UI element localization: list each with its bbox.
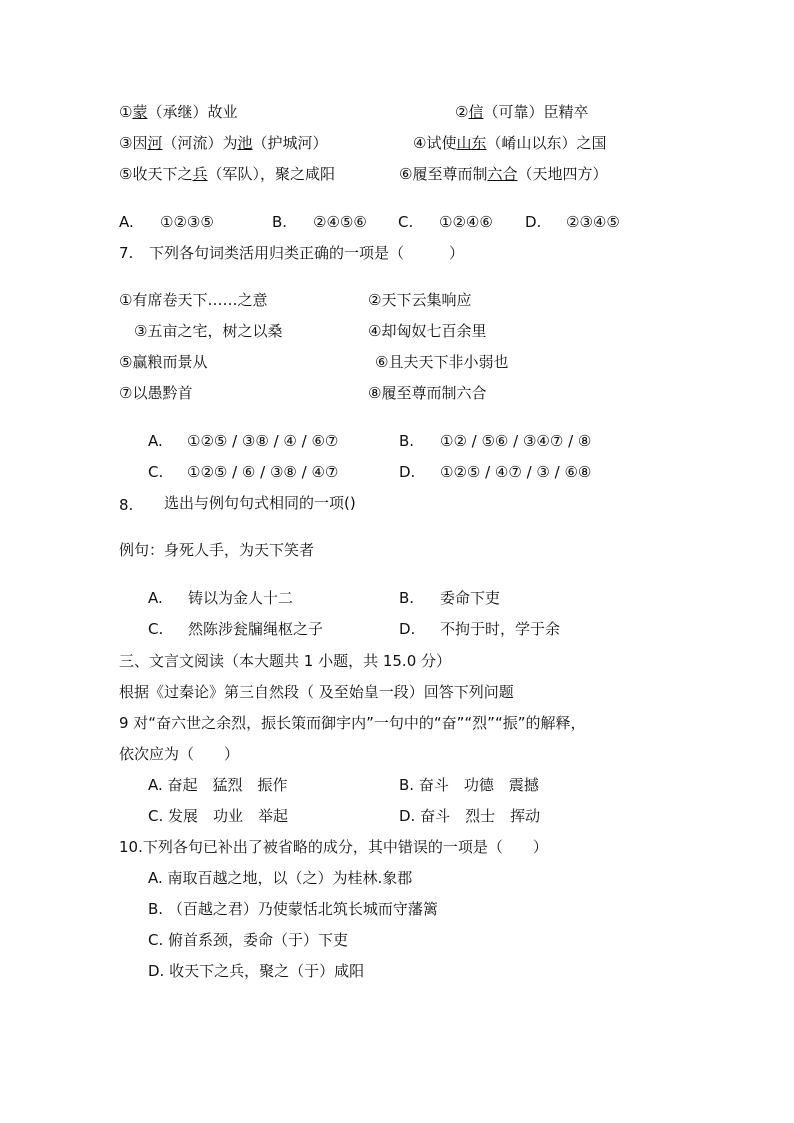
q8-option-d-text: 不拘于时，学于余 <box>440 620 561 638</box>
q10-option-a: A. 南取百越之地，以（之）为桂林.象郡 <box>148 869 413 887</box>
q8-option-a-letter: A. <box>148 589 163 607</box>
q7-item-8: ⑧履至尊而制六合 <box>368 384 487 402</box>
q8-example: 例句：身死人手，为天下笑者 <box>119 541 315 559</box>
q9-option-b: B. 奋斗 功德 震撼 <box>399 776 539 794</box>
q7-item-5: ⑤赢粮而景从 <box>119 353 208 371</box>
q9-stem-line1: 9 对“奋六世之余烈，振长策而御宇内”一句中的“奋”“烈”“振”的解释， <box>119 714 586 732</box>
q8-stem: 选出与例句句式相同的一项() <box>164 494 356 512</box>
item-3: ③因河（河流）为池（护城河） <box>119 134 328 152</box>
q7-item-3: ③五亩之宅，树之以桑 <box>134 322 283 340</box>
q8-option-b-letter: B. <box>399 589 415 607</box>
section-intro: 根据《过秦论》第三自然段（ 及至始皇一段）回答下列问题 <box>119 683 514 701</box>
q7-option-c-letter: C. <box>148 463 164 481</box>
q7-option-a-letter: A. <box>148 432 163 450</box>
q7-stem: 下列各句词类活用归类正确的一项是（ ） <box>149 244 465 262</box>
q7-number: 7. <box>119 244 134 262</box>
q6-option-d-text: ②③④⑤ <box>566 213 620 231</box>
q8-number: 8. <box>119 496 134 514</box>
q8-option-c-text: 然陈涉瓮牖绳枢之子 <box>188 620 324 638</box>
q7-item-2: ②天下云集响应 <box>368 291 472 309</box>
q10-stem: 10.下列各句已补出了被省略的成分，其中错误的一项是（ ） <box>119 838 548 856</box>
item-5: ⑤收天下之兵（军队），聚之咸阳 <box>119 165 335 183</box>
q10-option-d: D. 收天下之兵，聚之（于）咸阳 <box>148 962 365 980</box>
q7-item-4: ④却匈奴七百余里 <box>368 322 487 340</box>
section-heading: 三、文言文阅读（本大题共 1 小题，共 15.0 分） <box>119 652 452 670</box>
q6-option-c-letter: C. <box>398 213 414 231</box>
q7-item-1: ①有席卷天下……之意 <box>119 291 268 309</box>
q10-option-b: B. （百越之君）乃使蒙恬北筑长城而守藩篱 <box>148 900 438 918</box>
q6-option-c-text: ①②④⑥ <box>439 213 493 231</box>
item-1: ①蒙（承继）故业 <box>119 103 238 121</box>
q6-option-d-letter: D. <box>525 213 542 231</box>
q8-option-d-letter: D. <box>399 620 416 638</box>
item-4: ④试使山东（崤山以东）之国 <box>413 134 607 152</box>
q6-option-b-letter: B. <box>272 213 288 231</box>
q8-option-a-text: 铸以为金人十二 <box>188 589 294 607</box>
q6-option-a-text: ①②③⑤ <box>160 213 214 231</box>
q7-item-6: ⑥且夫天下非小弱也 <box>375 353 509 371</box>
q7-option-b-text: ①② / ⑤⑥ / ③④⑦ / ⑧ <box>440 432 592 450</box>
q7-option-c-text: ①②⑤ / ⑥ / ③⑧ / ④⑦ <box>187 463 339 481</box>
q8-option-b-text: 委命下吏 <box>440 589 501 607</box>
q6-option-b-text: ②④⑤⑥ <box>313 213 367 231</box>
q6-option-a-letter: A. <box>119 213 134 231</box>
q9-option-c: C. 发展 功业 举起 <box>148 807 289 825</box>
item-2: ②信（可靠）臣精卒 <box>455 103 589 121</box>
q9-option-a: A. 奋起 猛烈 振作 <box>148 776 288 794</box>
q7-option-b-letter: B. <box>399 432 415 450</box>
q7-option-d-text: ①②⑤ / ④⑦ / ③ / ⑥⑧ <box>440 463 592 481</box>
q7-item-7: ⑦以愚黔首 <box>119 384 193 402</box>
q7-option-a-text: ①②⑤ / ③⑧ / ④ / ⑥⑦ <box>187 432 339 450</box>
q7-option-d-letter: D. <box>399 463 416 481</box>
q10-option-c: C. 俯首系颈，委命（于）下吏 <box>148 931 349 949</box>
q8-option-c-letter: C. <box>148 620 164 638</box>
item-6: ⑥履至尊而制六合（天地四方） <box>399 165 608 183</box>
q9-option-d: D. 奋斗 烈士 挥动 <box>399 807 541 825</box>
q9-stem-line2: 依次应为（ ） <box>119 745 240 763</box>
